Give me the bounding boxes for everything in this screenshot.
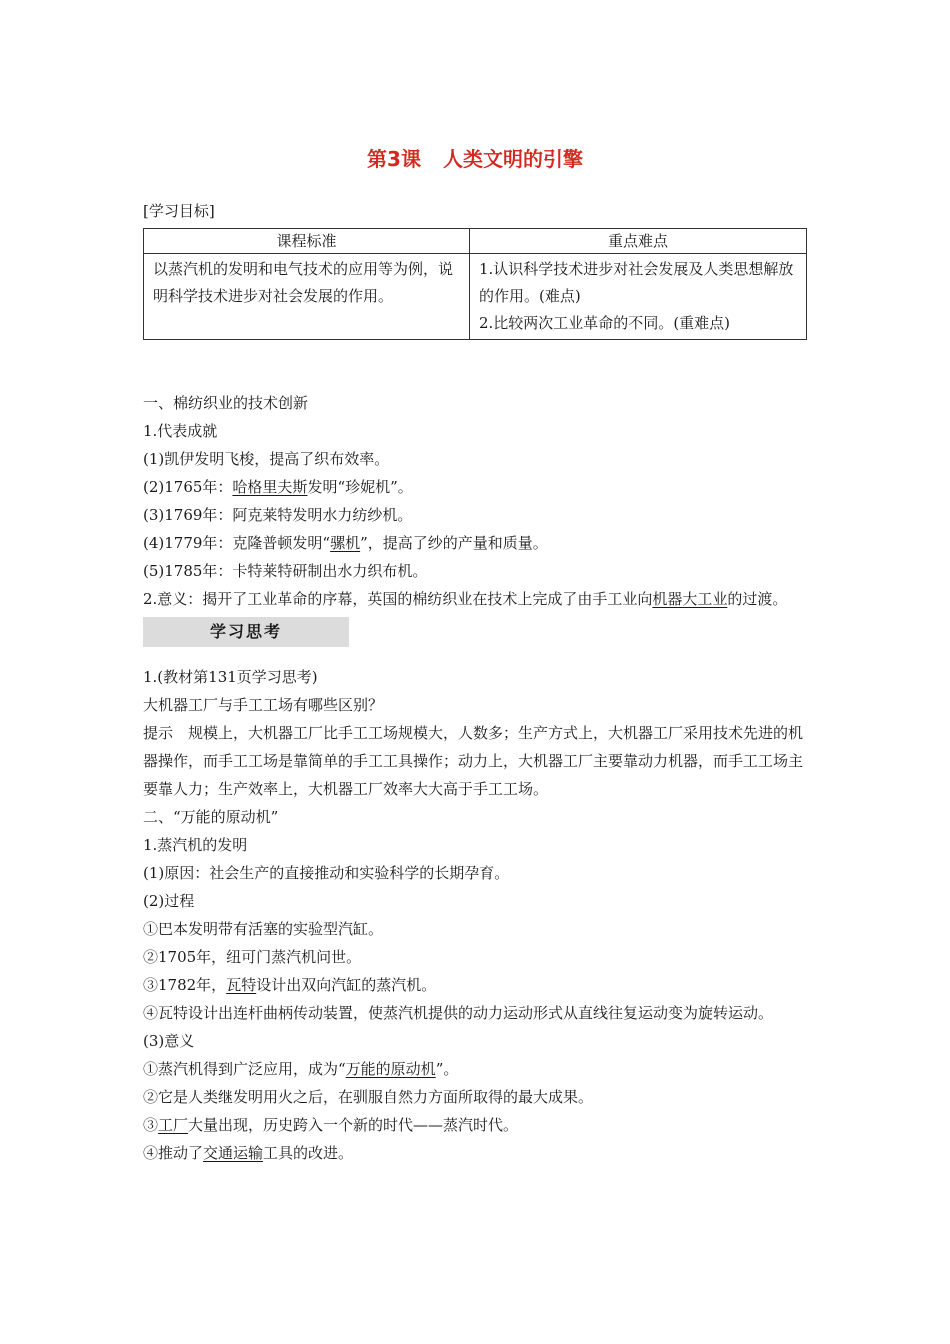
key-point: 2.比较两次工业革命的不同。(重难点) [479, 314, 731, 332]
subheading: (3)意义 [143, 1032, 195, 1050]
lesson-number: 第3课 [367, 147, 421, 171]
table-header-standard: 课程标准 [144, 229, 470, 254]
section-heading: 一、棉纺织业的技术创新 [143, 394, 309, 412]
objectives-table [143, 228, 807, 340]
key-term: 机器大工业 [652, 590, 728, 608]
table-cell-key-points [470, 254, 807, 340]
list-item: ①蒸汽机得到广泛应用，成为“万能的原动机”。 [143, 1060, 459, 1078]
subheading: (2)过程 [143, 892, 195, 910]
table-header-key-points: 重点难点 [470, 229, 807, 254]
list-item: ②1705年，纽可门蒸汽机问世。 [143, 948, 362, 966]
list-item: (2)1765年：哈格里夫斯发明“珍妮机”。 [143, 478, 413, 496]
key-term: 骡机 [330, 534, 361, 552]
list-item: ④瓦特设计出连杆曲柄传动装置，使蒸汽机提供的动力运动形式从直线往复运动变为旋转运动。 [143, 1004, 774, 1022]
key-point: 1.认识科学技术进步对社会发展及人类思想解放的作用。(难点) [479, 260, 794, 305]
list-item: (1)原因：社会生产的直接推动和实验科学的长期孕育。 [143, 864, 510, 882]
list-item: (5)1785年：卡特莱特研制出水力织布机。 [143, 562, 428, 580]
key-term: 万能的原动机 [345, 1060, 436, 1078]
objectives-label: [学习目标] [143, 202, 215, 220]
significance-paragraph: 2.意义：揭开了工业革命的序幕，英国的棉纺织业在技术上完成了由手工业向机器大工业的过渡。 [143, 590, 788, 608]
list-item: (4)1779年：克隆普顿发明“骡机”，提高了纱的产量和质量。 [143, 534, 548, 552]
key-term: 交通运输 [203, 1144, 264, 1162]
subheading: 1.代表成就 [143, 422, 218, 440]
list-item: (1)凯伊发明飞梭，提高了织布效率。 [143, 450, 390, 468]
main-content [143, 389, 809, 1167]
lesson-title [0, 143, 950, 172]
answer-hint: 提示 规模上，大机器工厂比手工工场规模大，人数多；生产方式上，大机器工厂采用技术先进的机器操作，而手工工场是靠简单的手工工具操作；动力上，大机器工厂主要靠动力机器，而手工工场主要靠人力；生产效率上，大机器工厂效率大大高于手工工场。 [143, 724, 804, 798]
section-heading: 二、“万能的原动机” [143, 808, 279, 826]
list-item: ①巴本发明带有活塞的实验型汽缸。 [143, 920, 384, 938]
question-source: 1.(教材第131页学习思考) [143, 668, 318, 686]
study-think-banner: 学习思考 [143, 617, 349, 647]
list-item: ③1782年，瓦特设计出双向汽缸的蒸汽机。 [143, 976, 437, 994]
list-item: (3)1769年：阿克莱特发明水力纺纱机。 [143, 506, 413, 524]
key-term: 工厂 [158, 1116, 189, 1134]
table-cell-standard: 以蒸汽机的发明和电气技术的应用等为例，说明科学技术进步对社会发展的作用。 [144, 254, 470, 340]
question: 大机器工厂与手工工场有哪些区别？ [143, 696, 384, 714]
lesson-name: 人类文明的引擎 [442, 147, 583, 171]
key-term: 瓦特 [226, 976, 257, 994]
subheading: 1.蒸汽机的发明 [143, 836, 248, 854]
list-item: ④推动了交通运输工具的改进。 [143, 1144, 354, 1162]
key-term: 哈格里夫斯 [232, 478, 308, 496]
list-item: ③工厂大量出现，历史跨入一个新的时代——蒸汽时代。 [143, 1116, 519, 1134]
list-item: ②它是人类继发明用火之后，在驯服自然力方面所取得的最大成果。 [143, 1088, 594, 1106]
